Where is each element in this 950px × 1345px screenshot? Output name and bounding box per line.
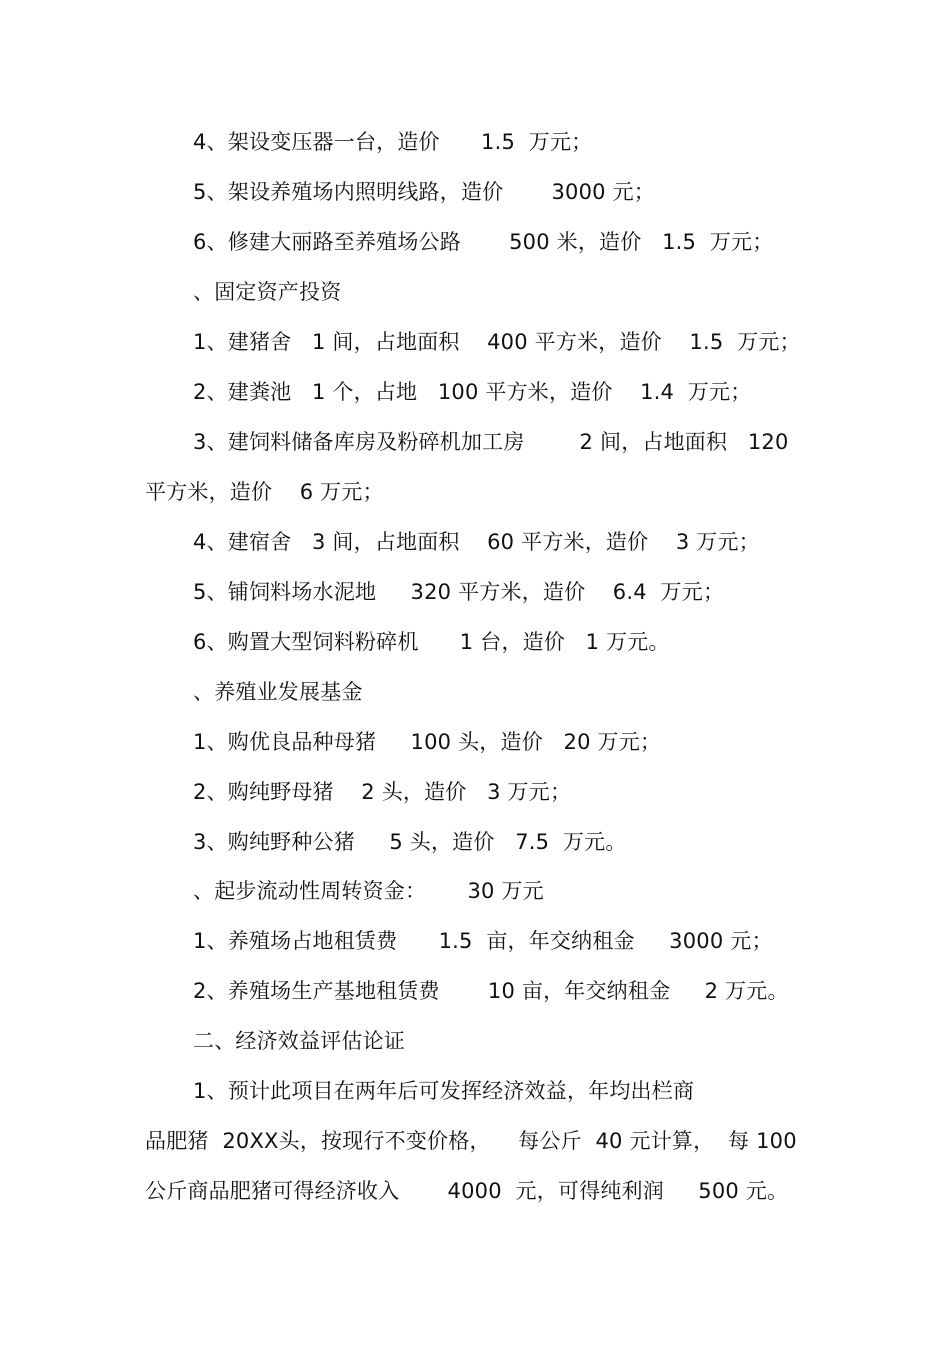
text-line-feed-storage-cont: 平方米，造价 6 万元； — [145, 480, 384, 504]
text-line-base-rent: 2、养殖场生产基地租赁费 10 亩，年交纳租金 2 万元。 — [193, 979, 789, 1003]
text-line-benefit-1: 1、预计此项目在两年后可发挥经济效益，年均出栏商 — [193, 1079, 695, 1103]
text-line-dormitory: 4、建宿舍 3 间，占地面积 60 平方米，造价 3 万元； — [193, 530, 760, 554]
text-line-transformer: 4、架设变压器一台，造价 1.5 万元； — [193, 130, 593, 154]
text-line-wild-boars: 3、购纯野种公猪 5 头，造价 7.5 万元。 — [193, 830, 627, 854]
text-line-pig-house: 1、建猪舍 1 间，占地面积 400 平方米，造价 1.5 万元； — [193, 330, 801, 354]
section-heading-development-fund: 、养殖业发展基金 — [193, 680, 363, 704]
text-line-crusher: 6、购置大型饲料粉碎机 1 台，造价 1 万元。 — [193, 630, 670, 654]
text-line-wild-sows: 2、购纯野母猪 2 头，造价 3 万元； — [193, 780, 572, 804]
text-line-benefit-2: 品肥猪 20XX头，按现行不变价格， 每公斤 40 元计算， 每 100 — [145, 1129, 797, 1153]
section-heading-working-capital: 、起步流动性周转资金： 30 万元 — [193, 879, 544, 903]
text-line-manure-pool: 2、建粪池 1 个，占地 100 平方米，造价 1.4 万元； — [193, 380, 752, 404]
text-line-cement-floor: 5、铺饲料场水泥地 320 平方米，造价 6.4 万元； — [193, 580, 725, 604]
text-line-feed-storage: 3、建饲料储备库房及粉碎机加工房 2 间，占地面积 120 — [193, 430, 789, 454]
text-line-road: 6、修建大丽路至养殖场公路 500 米，造价 1.5 万元； — [193, 230, 774, 254]
text-line-benefit-3: 公斤商品肥猪可得经济收入 4000 元，可得纯利润 500 元。 — [145, 1179, 789, 1203]
section-heading-economic-benefit: 二、经济效益评估论证 — [193, 1029, 405, 1053]
text-line-lighting: 5、架设养殖场内照明线路，造价 3000 元； — [193, 180, 656, 204]
text-line-sows: 1、购优良品种母猪 100 头，造价 20 万元； — [193, 730, 662, 754]
text-line-farm-rent: 1、养殖场占地租赁费 1.5 亩，年交纳租金 3000 元； — [193, 929, 773, 953]
section-heading-fixed-assets: 、固定资产投资 — [193, 280, 342, 304]
